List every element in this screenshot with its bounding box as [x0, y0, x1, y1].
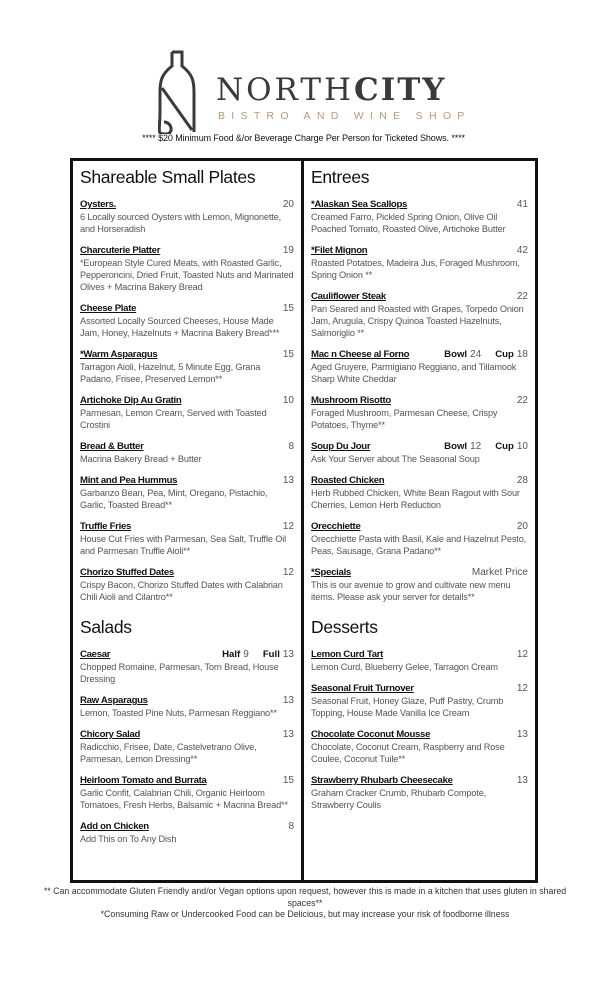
- menu-item-name: Soup Du Jour: [311, 441, 371, 452]
- menu-item-price: 20: [516, 521, 528, 532]
- menu-item-price: 19: [282, 245, 294, 256]
- menu-item-price: 8: [288, 821, 294, 832]
- size-prices: [444, 441, 528, 453]
- menu-item-description: Garlic Confit, Calabrian Chili, Organic Heirloom Tomatoes, Fresh Herbs, Balsamic + Macrina Bread**: [80, 788, 288, 810]
- menu-item-price: 13: [282, 475, 294, 486]
- ticketed-show-notice: **** $20 Minimum Food &/or Beverage Charge Per Person for Ticketed Shows. ****: [142, 133, 465, 143]
- section-title-salads: Salads: [80, 617, 132, 637]
- menu-item-name: Truffle Fries: [80, 521, 132, 532]
- menu-item-description: Chocolate, Coconut Cream, Raspberry and Rose Coulee, Coconut Tuile**: [311, 742, 505, 764]
- menu-item-price: 12: [516, 649, 528, 660]
- menu-item-name: Seasonal Fruit Turnover: [311, 683, 414, 694]
- menu-item-header: [311, 521, 528, 533]
- menu-item: [311, 245, 528, 281]
- menu-item-description: Garbanzo Bean, Pea, Mint, Oregano, Pistachio, Garlic, Toasted Bread**: [80, 488, 268, 510]
- brand-north: NORTH: [216, 72, 355, 108]
- menu-item-name: Add on Chicken: [80, 821, 149, 832]
- menu-item: [80, 729, 294, 765]
- menu-item-description: Radicchio, Frisee, Date, Castelvetrano Olive, Parmesan, Lemon Dressing**: [80, 742, 257, 764]
- menu-item-header: [311, 729, 528, 741]
- menu-item-price: 10: [282, 395, 294, 406]
- menu-item-description: Crispy Bacon, Chorizo Stuffed Dates with Calabrian Chili Aioli and Cilantro**: [80, 580, 283, 602]
- raw-food-warning: *Consuming Raw or Undercooked Food can be Delicious, but may increase your risk of foodborne illness: [100, 909, 510, 919]
- menu-item-name: *Alaskan Sea Scallops: [311, 199, 408, 210]
- size-label: Bowl: [444, 349, 468, 360]
- size-prices: [222, 649, 294, 661]
- size-price: [263, 649, 294, 661]
- menu-item-price: 8: [288, 441, 294, 452]
- menu-item-price: 15: [282, 303, 294, 314]
- menu-item-price: 12: [282, 567, 294, 578]
- menu-item-name: *Specials: [311, 567, 351, 578]
- menu-item-name: Caesar: [80, 649, 111, 660]
- restaurant-logo: [158, 48, 471, 138]
- size-label: Bowl: [444, 441, 468, 452]
- menu-item-name: Charcuterie Platter: [80, 245, 161, 256]
- menu-item-header: [311, 291, 528, 303]
- menu-item-price: 18: [516, 349, 528, 360]
- menu-item-price: 28: [516, 475, 528, 486]
- menu-item-description: Seasonal Fruit, Honey Glaze, Puff Pastry, Crumb Topping, House Made Vanilla Ice Cream: [311, 696, 504, 718]
- size-label: Cup: [495, 349, 514, 360]
- menu-item: [311, 291, 528, 339]
- menu-item-description: Creamed Farro, Pickled Spring Onion, Olive Oil Poached Tomato, Roasted Olive, Artichoke Butter: [311, 212, 506, 234]
- menu-item-price: 22: [516, 395, 528, 406]
- menu-item: [80, 649, 294, 685]
- menu-item-header: [311, 567, 528, 579]
- menu-item-header: [80, 441, 294, 453]
- menu-item-description: Lemon Curd, Blueberry Gelee, Tarragon Cream: [311, 662, 498, 672]
- menu-item-name: Chorizo Stuffed Dates: [80, 567, 174, 578]
- menu-item-header: [311, 441, 528, 453]
- menu-item-header: [80, 567, 294, 579]
- menu-item-header: [311, 475, 528, 487]
- menu-item-price: 9: [243, 649, 249, 660]
- menu-item: [80, 245, 294, 293]
- gluten-vegan-note: ** Can accommodate Gluten Friendly and/or Vegan options upon request, however this is made in a kitchen that uses gluten in shared spaces**: [43, 886, 567, 908]
- wine-bottle-icon: [158, 48, 218, 134]
- menu-item-description: Roasted Potatoes, Madeira Jus, Foraged Mushroom, Spring Onion **: [311, 258, 520, 280]
- menu-item: [80, 395, 294, 431]
- menu-item: [80, 567, 294, 603]
- menu-item-name: Oysters.: [80, 199, 116, 210]
- menu-item-name: Raw Asparagus: [80, 695, 148, 706]
- menu-item-description: *European Style Cured Meats, with Roasted Garlic, Pepperoncini, Dried Fruit, Toasted Nuts and Marinated Olives + Macrina Bakery Bread: [80, 258, 294, 292]
- menu-item: [311, 349, 528, 385]
- menu-item-header: [80, 199, 294, 211]
- menu-item-price: 12: [470, 441, 482, 452]
- size-label: Cup: [495, 441, 514, 452]
- menu-item-description: Graham Cracker Crumb, Rhubarb Compote, Strawberry Coulis: [311, 788, 487, 810]
- menu-item: [311, 683, 528, 719]
- menu-item-description: Chopped Romaine, Parmesan, Torn Bread, House Dressing: [80, 662, 279, 684]
- menu-item-price: 12: [516, 683, 528, 694]
- menu-item-name: *Filet Mignon: [311, 245, 368, 256]
- menu-item: [80, 821, 294, 845]
- menu-item-description: Macrina Bakery Bread + Butter: [80, 454, 202, 464]
- menu-item-name: Mac n Cheese al Forno: [311, 349, 410, 360]
- menu-item-price: 13: [282, 729, 294, 740]
- menu-item-name: Roasted Chicken: [311, 475, 385, 486]
- left-column: [73, 161, 304, 880]
- size-prices: [444, 349, 528, 361]
- menu-item: [80, 475, 294, 511]
- menu-box: [70, 158, 538, 883]
- menu-item-price: 13: [516, 775, 528, 786]
- menu-item-description: This is our avenue to grow and cultivate new menu items. Please ask your server for details**: [311, 580, 511, 602]
- menu-item: [80, 199, 294, 235]
- size-price: [495, 441, 528, 453]
- menu-item-description: Orecchiette Pasta with Basil, Kale and Hazelnut Pesto, Peas, Sausage, Grana Padano**: [311, 534, 527, 556]
- menu-item-description: 6 Locally sourced Oysters with Lemon, Mignonette, and Horseradish: [80, 212, 282, 234]
- menu-item-description: Assorted Locally Sourced Cheeses, House Made Jam, Honey, Hazelnuts + Macrina Bakery Bread***: [80, 316, 280, 338]
- menu-item-header: [80, 521, 294, 533]
- menu-item-header: [311, 775, 528, 787]
- menu-item: [311, 729, 528, 765]
- menu-item-name: Chocolate Coconut Mousse: [311, 729, 431, 740]
- menu-item-header: [311, 199, 528, 211]
- menu-item-price: Market Price: [471, 567, 528, 578]
- menu-item-header: [80, 349, 294, 361]
- menu-item: [311, 775, 528, 811]
- menu-item-description: Herb Rubbed Chicken, White Bean Ragout with Sour Cherries, Lemon Herb Reduction: [311, 488, 520, 510]
- menu-item-header: [311, 649, 528, 661]
- menu-item-header: [311, 349, 528, 361]
- size-price: [444, 441, 481, 453]
- menu-item-description: Lemon, Toasted Pine Nuts, Parmesan Reggiano**: [80, 708, 277, 718]
- menu-item-name: Lemon Curd Tart: [311, 649, 384, 660]
- size-label: Half: [222, 649, 241, 660]
- menu-item-header: [311, 683, 528, 695]
- menu-item: [80, 441, 294, 465]
- menu-item-name: Orecchiette: [311, 521, 361, 532]
- menu-item-price: 22: [516, 291, 528, 302]
- menu-item-description: Foraged Mushroom, Parmesan Cheese, Crispy Potatoes, Thyme**: [311, 408, 498, 430]
- menu-item-name: Chicory Salad: [80, 729, 141, 740]
- right-column: [304, 161, 535, 880]
- section-title-shareable: Shareable Small Plates: [80, 167, 256, 187]
- menu-item-header: [311, 245, 528, 257]
- menu-item-name: *Warm Asparagus: [80, 349, 158, 360]
- menu-item-header: [80, 303, 294, 315]
- menu-item-name: Bread & Butter: [80, 441, 144, 452]
- menu-item: [311, 475, 528, 511]
- menu-item-price: 13: [516, 729, 528, 740]
- menu-item: [311, 521, 528, 557]
- brand-tagline: BISTRO AND WINE SHOP: [218, 110, 471, 122]
- menu-item: [311, 649, 528, 673]
- menu-item-name: Heirloom Tomato and Burrata: [80, 775, 207, 786]
- menu-item-name: Artichoke Dip Au Gratin: [80, 395, 182, 406]
- menu-item-header: [80, 475, 294, 487]
- menu-item-description: Add This on To Any Dish: [80, 834, 177, 844]
- menu-item: [80, 521, 294, 557]
- menu-item: [80, 303, 294, 339]
- menu-item-description: Ask Your Server about The Seasonal Soup: [311, 454, 480, 464]
- menu-item: [311, 395, 528, 431]
- menu-item: [80, 775, 294, 811]
- menu-item: [311, 567, 528, 603]
- menu-item-header: [80, 245, 294, 257]
- menu-item-description: Parmesan, Lemon Cream, Served with Toasted Crostini: [80, 408, 267, 430]
- size-price: [444, 349, 481, 361]
- menu-item-price: 24: [470, 349, 482, 360]
- menu-item-description: Tarragon Aioli, Hazelnut, 5 Minute Egg, Grana Padano, Frisee, Preserved Lemon**: [80, 362, 261, 384]
- menu-item-name: Strawberry Rhubarb Cheesecake: [311, 775, 453, 786]
- size-label: Full: [262, 649, 280, 660]
- footnotes: [40, 886, 570, 921]
- menu-item-price: 15: [282, 775, 294, 786]
- menu-item: [311, 441, 528, 465]
- menu-item-header: [80, 775, 294, 787]
- menu-item-header: [80, 821, 294, 833]
- menu-item-price: 20: [282, 199, 294, 210]
- menu-item-description: Pan Seared and Roasted with Grapes, Torpedo Onion Jam, Arugula, Crispy Quinoa Toasted Hazelnuts, Salmoriglio **: [311, 304, 524, 338]
- menu-item-header: [80, 695, 294, 707]
- brand-name: [216, 72, 446, 108]
- menu-item-name: Cheese Plate: [80, 303, 137, 314]
- section-title-entrees: Entrees: [311, 167, 370, 187]
- section-title-desserts: Desserts: [311, 617, 378, 637]
- menu-item-price: 12: [282, 521, 294, 532]
- menu-item-price: 15: [282, 349, 294, 360]
- menu-item-header: [80, 729, 294, 741]
- menu-item-header: [80, 395, 294, 407]
- menu-item-price: 13: [282, 695, 294, 706]
- menu-item: [80, 695, 294, 719]
- size-price: [495, 349, 528, 361]
- menu-item-description: Aged Gruyere, Parmigiano Reggiano, and Tillamook Sharp White Cheddar: [311, 362, 517, 384]
- menu-item: [80, 349, 294, 385]
- menu-item-name: Cauliflower Steak: [311, 291, 386, 302]
- brand-city: CITY: [354, 72, 447, 108]
- size-price: [222, 649, 249, 661]
- menu-item-price: 41: [516, 199, 528, 210]
- menu-item-description: House Cut Fries with Parmesan, Sea Salt, Truffle Oil and Parmesan Truffle Aioli**: [80, 534, 286, 556]
- menu-item-header: [311, 395, 528, 407]
- menu-item-price: 10: [516, 441, 528, 452]
- menu-item-price: 13: [282, 649, 294, 660]
- menu-item: [311, 199, 528, 235]
- menu-item-price: 42: [516, 245, 528, 256]
- menu-item-name: Mushroom Risotto: [311, 395, 391, 406]
- menu-item-header: [80, 649, 294, 661]
- menu-item-name: Mint and Pea Hummus: [80, 475, 178, 486]
